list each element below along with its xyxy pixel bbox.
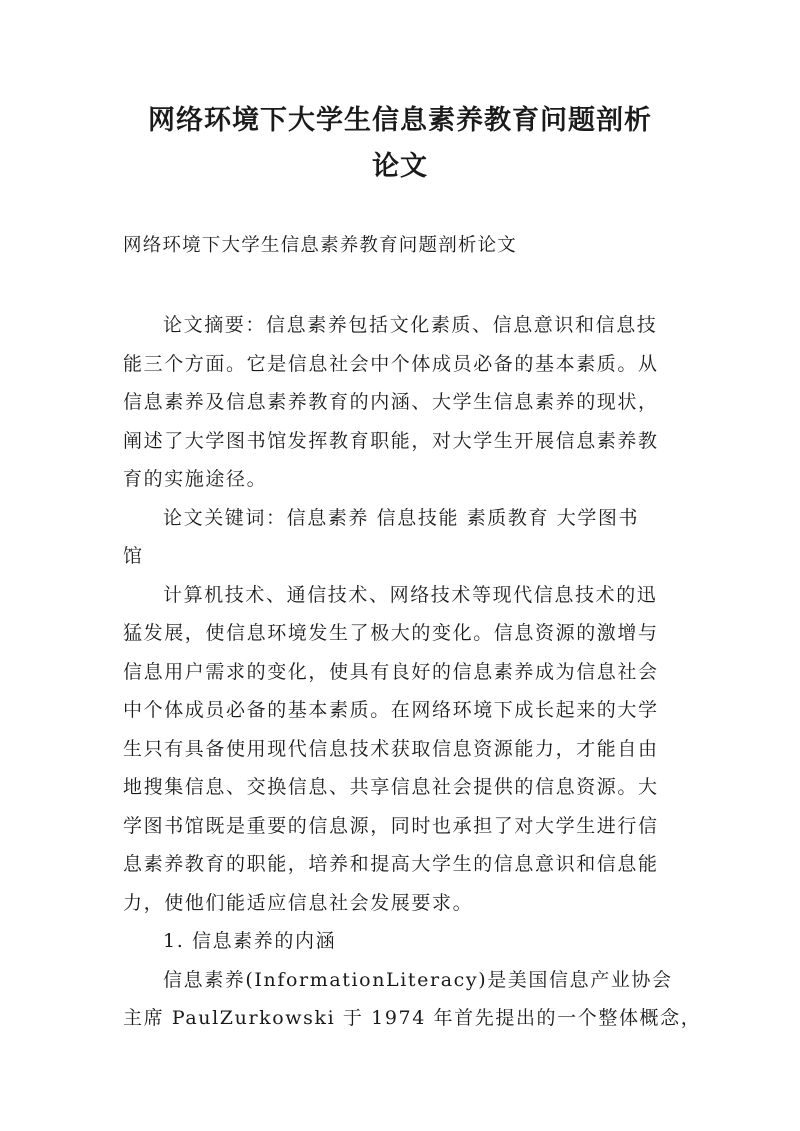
keywords-line: 馆 <box>123 545 144 567</box>
paragraph-line: 息素养教育的职能，培养和提高大学生的信息意识和信息能 <box>123 853 659 875</box>
abstract-line: 信息素养及信息素养教育的内涵、大学生信息素养的现状， <box>123 391 659 413</box>
abstract-line: 论文摘要：信息素养包括文化素质、信息意识和信息技 <box>163 314 658 336</box>
paragraph-line: 力，使他们能适应信息社会发展要求。 <box>123 891 474 914</box>
paragraph-line: 猛发展，使信息环境发生了极大的变化。信息资源的激增与 <box>123 622 659 644</box>
document-title <box>100 98 700 190</box>
section-heading: 1. 信息素养的内涵 <box>163 930 337 952</box>
abstract-line: 阐述了大学图书馆发挥教育职能，对大学生开展信息素养教 <box>123 429 659 452</box>
paragraph-line: 信息用户需求的变化，使具有良好的信息素养成为信息社会 <box>123 660 659 683</box>
title-line-1: 网络环境下大学生信息素养教育问题剖析 <box>148 105 652 136</box>
abstract-line: 能三个方面。它是信息社会中个体成员必备的基本素质。从 <box>123 352 659 375</box>
paragraph-line: 中个体成员必备的基本素质。在网络环境下成长起来的大学 <box>123 699 659 721</box>
paragraph-line: 生只有具备使用现代信息技术获取信息资源能力，才能自由 <box>123 737 659 760</box>
document-body <box>123 306 702 1038</box>
paragraph-line: 主席 PaulZurkowski 于 1974 年首先提出的一个整体概念， <box>123 1007 702 1029</box>
title-line-2: 论文 <box>372 151 428 182</box>
paragraph-line: 信息素养(InformationLiteracy)是美国信息产业协会 <box>163 968 673 991</box>
keywords-line: 论文关键词：信息素养 信息技能 素质教育 大学图书 <box>163 506 640 529</box>
paragraph-line: 计算机技术、通信技术、网络技术等现代信息技术的迅 <box>163 583 658 606</box>
paragraph-line: 地搜集信息、交换信息、共享信息社会提供的信息资源。大 <box>123 776 659 798</box>
abstract-line: 育的实施途径。 <box>123 468 268 490</box>
document-subtitle: 网络环境下大学生信息素养教育问题剖析论文 <box>123 235 518 256</box>
paragraph-line: 学图书馆既是重要的信息源，同时也承担了对大学生进行信 <box>123 814 659 837</box>
